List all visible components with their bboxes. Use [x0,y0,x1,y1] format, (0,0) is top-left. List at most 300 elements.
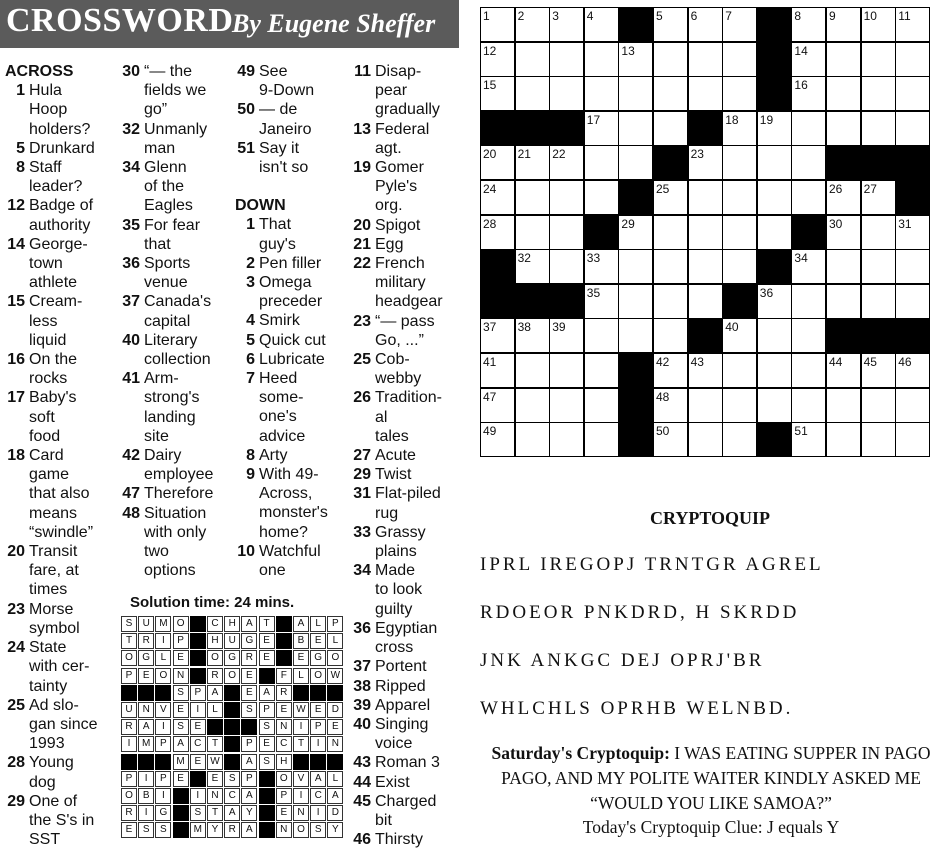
grid-cell[interactable] [722,76,757,111]
clue [351,830,443,849]
clue-number: 29 [353,466,371,484]
grid-cell[interactable] [584,249,619,284]
grid-cell[interactable] [826,180,861,215]
grid-cell[interactable] [618,145,653,180]
solution-block [293,685,309,701]
clue-number: 11 [354,63,371,80]
clue-text: Spigot [375,216,421,234]
solution-cell: N [276,719,292,735]
grid-cell[interactable] [861,284,896,319]
clue-text: Grassy plains [375,523,426,561]
clue-number: 20 [7,543,25,561]
grid-cell[interactable] [688,145,723,180]
solution-cell: T [207,736,223,752]
grid-cell[interactable] [515,215,550,250]
solution-block [310,685,326,701]
solution-cell: O [224,668,240,684]
grid-cell[interactable] [653,353,688,388]
cell-number: 2 [517,9,525,23]
clue-number: 3 [246,274,255,292]
solution-cell: I [121,736,137,752]
grid-cell[interactable] [480,388,515,423]
cell-number: 8 [794,9,802,23]
solution-cell: N [173,668,189,684]
grid-cell[interactable] [549,249,584,284]
clue-number: 48 [122,504,140,522]
clue [5,292,98,350]
solution-cell: L [327,771,343,787]
grid-cell[interactable] [515,42,550,77]
clue [235,62,328,100]
grid-cell[interactable] [515,388,550,423]
grid-cell[interactable] [861,249,896,284]
clue-text: Pen filler [259,254,322,272]
grid-cell[interactable] [826,422,861,457]
solution-cell: E [259,736,275,752]
grid-cell[interactable] [688,422,723,457]
cryptoquip-answer-label: Saturday's Cryptoquip: [491,743,670,763]
grid-cell[interactable] [549,318,584,353]
grid-cell[interactable] [584,284,619,319]
grid-cell[interactable] [653,180,688,215]
clue-number: 23 [7,600,25,618]
grid-cell[interactable] [618,42,653,77]
cell-number: 48 [656,389,670,404]
clue [235,139,328,177]
grid-cell[interactable] [688,353,723,388]
grid-cell[interactable] [722,249,757,284]
grid-cell[interactable] [861,215,896,250]
grid-cell[interactable] [895,353,930,388]
grid-cell[interactable] [791,422,826,457]
grid-cell[interactable] [618,76,653,111]
grid-cell[interactable] [480,145,515,180]
grid-cell[interactable] [480,76,515,111]
solution-cell: E [259,633,275,649]
cell-number: 23 [690,147,704,162]
solution-cell: I [310,736,326,752]
solution-cell: Y [327,822,343,838]
solution-cell: N [293,805,309,821]
grid-cell[interactable] [549,215,584,250]
grid-cell[interactable] [688,7,723,42]
clue [120,292,213,330]
grid-cell[interactable] [584,180,619,215]
clue-number: 30 [122,63,140,80]
grid-cell[interactable] [515,145,550,180]
grid-cell[interactable] [757,353,792,388]
cell-number: 31 [898,216,912,231]
grid-cell[interactable] [480,422,515,457]
clue-text: Young dog [29,754,74,791]
solution-cell: M [173,754,189,770]
solution-cell: O [121,650,137,666]
grid-cell[interactable] [791,76,826,111]
solution-cell: A [241,788,257,804]
clue-number: 35 [122,216,140,234]
grid-cell[interactable] [722,180,757,215]
clue-number: 46 [353,831,371,849]
grid-cell[interactable] [515,353,550,388]
grid-cell[interactable] [549,353,584,388]
grid-cell[interactable] [861,7,896,42]
cryptoquip-clue: Today's Cryptoquip Clue: J equals Y [582,817,840,837]
grid-cell[interactable] [688,76,723,111]
grid-cell[interactable] [653,422,688,457]
grid-cell[interactable] [549,7,584,42]
grid-cell[interactable] [480,7,515,42]
solution-cell: E [190,719,206,735]
grid-cell[interactable] [584,422,619,457]
cell-number: 35 [586,285,601,300]
solution-cell: V [293,771,309,787]
grid-cell[interactable] [722,353,757,388]
grid-cell[interactable] [618,249,653,284]
grid-cell[interactable] [757,388,792,423]
solution-cell: E [138,668,154,684]
clue [351,350,443,388]
grid-block [757,42,792,77]
clue-text: Drunkard [29,139,95,157]
grid-cell[interactable] [895,215,930,250]
grid-cell[interactable] [584,42,619,77]
clue [120,216,213,254]
solution-cell: E [276,805,292,821]
grid-cell[interactable] [861,422,896,457]
grid-cell[interactable] [757,215,792,250]
grid-cell[interactable] [722,111,757,146]
clue-text: Watchful one [259,542,321,580]
solution-cell: W [207,754,223,770]
clue-text: Cob- webby [375,351,422,388]
clue [5,446,98,542]
grid-cell[interactable] [791,7,826,42]
clue [235,254,328,273]
clue [120,331,213,369]
grid-cell[interactable] [895,111,930,146]
solution-cell: I [155,719,171,735]
clue-number: 41 [122,370,140,388]
cell-number: 34 [794,251,808,266]
solution-cell: C [207,616,223,632]
clue [235,465,328,542]
solution-cell: P [241,736,257,752]
grid-cell[interactable] [722,318,757,353]
solution-cell: T [207,805,223,821]
grid-cell[interactable] [757,180,792,215]
cell-number: 15 [483,78,497,93]
grid-cell[interactable] [584,7,619,42]
grid-cell[interactable] [826,353,861,388]
grid-cell[interactable] [791,145,826,180]
grid-cell[interactable] [757,318,792,353]
solution-cell: B [138,788,154,804]
solution-cell: D [327,702,343,718]
grid-cell[interactable] [653,42,688,77]
clue-text: “— pass Go, ...” [375,312,435,349]
grid-cell[interactable] [826,7,861,42]
grid-cell[interactable] [584,318,619,353]
clue [235,331,328,350]
grid-cell[interactable] [826,76,861,111]
clue-number: 43 [353,754,371,772]
solution-block [310,754,326,770]
clue-text: George- town athlete [29,235,88,292]
clue-number: 26 [353,389,371,407]
clue-number: 9 [246,466,255,484]
grid-cell[interactable] [791,284,826,319]
grid-cell[interactable] [688,180,723,215]
grid-cell[interactable] [480,180,515,215]
grid-cell[interactable] [618,111,653,146]
clue [5,350,98,388]
grid-cell[interactable] [480,318,515,353]
clue [351,484,443,522]
solution-block [293,754,309,770]
grid-cell[interactable] [618,318,653,353]
grid-cell[interactable] [653,249,688,284]
grid-cell[interactable] [549,76,584,111]
grid-cell[interactable] [653,76,688,111]
grid-cell[interactable] [515,7,550,42]
clue [351,465,443,484]
cryptoquip-title: CRYPTOQUIP [649,508,771,528]
grid-cell[interactable] [688,388,723,423]
clue [351,792,443,830]
clue [5,196,98,234]
cell-number: 38 [517,320,531,335]
solution-cell: A [259,685,275,701]
grid-cell[interactable] [791,388,826,423]
grid-cell[interactable] [826,215,861,250]
grid-cell[interactable] [515,318,550,353]
grid-cell[interactable] [515,422,550,457]
grid-cell[interactable] [515,76,550,111]
solution-cell: O [276,771,292,787]
solution-cell: R [276,685,292,701]
clues-column-2 [120,62,213,580]
clue [351,446,443,465]
solution-cell: E [173,702,189,718]
grid-cell[interactable] [549,145,584,180]
grid-cell[interactable] [688,249,723,284]
clue [351,561,443,619]
solution-cell: S [138,822,154,838]
clue [5,81,98,139]
grid-cell[interactable] [861,353,896,388]
cell-number: 50 [656,424,670,439]
grid-cell[interactable] [861,111,896,146]
grid-cell[interactable] [861,180,896,215]
grid-cell[interactable] [722,42,757,77]
grid-cell[interactable] [826,111,861,146]
solution-cell: T [259,616,275,632]
grid-cell[interactable] [861,42,896,77]
solution-cell: M [155,616,171,632]
grid-cell[interactable] [791,111,826,146]
clue [351,254,443,312]
grid-cell[interactable] [895,7,930,42]
grid-cell[interactable] [584,111,619,146]
grid-cell[interactable] [549,422,584,457]
grid-block [549,284,584,319]
cell-number: 46 [898,355,912,369]
grid-block [757,422,792,457]
grid-cell[interactable] [722,388,757,423]
cell-number: 6 [690,9,698,23]
grid-cell[interactable] [895,249,930,284]
clue-number: 33 [353,523,371,541]
solution-cell: I [190,788,206,804]
clue [351,715,443,753]
clue-text: Twist [375,466,412,484]
grid-cell[interactable] [895,284,930,319]
solution-cell: R [207,668,223,684]
grid-cell[interactable] [584,388,619,423]
grid-cell[interactable] [757,145,792,180]
grid-cell[interactable] [861,76,896,111]
clue [120,446,213,484]
grid-cell[interactable] [791,353,826,388]
solution-cell: G [138,650,154,666]
grid-cell[interactable] [480,42,515,77]
grid-cell[interactable] [791,42,826,77]
grid-cell[interactable] [480,215,515,250]
clue-number: 40 [353,715,371,733]
grid-cell[interactable] [688,42,723,77]
solution-cell: D [327,805,343,821]
grid-cell[interactable] [722,215,757,250]
solution-cell: E [173,771,189,787]
grid-cell[interactable] [549,42,584,77]
grid-cell[interactable] [722,7,757,42]
grid-cell[interactable] [515,180,550,215]
grid-cell[interactable] [826,284,861,319]
solution-cell: T [121,633,137,649]
grid-cell[interactable] [480,353,515,388]
solution-cell: P [310,719,326,735]
grid-cell[interactable] [584,353,619,388]
solution-cell: L [310,616,326,632]
grid-cell[interactable] [549,180,584,215]
grid-cell[interactable] [618,215,653,250]
grid-cell[interactable] [688,284,723,319]
grid-cell[interactable] [895,42,930,77]
solution-cell: O [207,650,223,666]
clue [5,600,98,638]
grid-block [722,284,757,319]
clue [351,657,443,676]
grid-cell[interactable] [653,215,688,250]
solution-cell: P [121,771,137,787]
grid-cell[interactable] [722,422,757,457]
grid-block [895,145,930,180]
grid-cell[interactable] [584,145,619,180]
grid-cell[interactable] [653,111,688,146]
grid-cell[interactable] [826,42,861,77]
grid-cell[interactable] [895,422,930,457]
clue-text: Lubricate [259,350,325,368]
cell-number: 51 [794,424,808,439]
cell-number: 39 [552,320,566,335]
clue [351,62,443,120]
grid-cell[interactable] [653,318,688,353]
grid-cell[interactable] [826,249,861,284]
clue-text: Tradition- al tales [375,389,442,445]
grid-cell[interactable] [618,284,653,319]
title-banner [0,0,459,48]
grid-cell[interactable] [515,249,550,284]
grid-block [861,145,896,180]
solution-cell: V [155,702,171,718]
solution-block [190,650,206,666]
grid-cell[interactable] [757,284,792,319]
solution-cell: I [293,719,309,735]
grid-cell[interactable] [653,7,688,42]
clue-text: Literary collection [144,331,211,369]
solution-cell: R [121,805,137,821]
clue-text: Disap- pear gradually [375,63,440,119]
cell-number: 27 [863,182,877,196]
clue-number: 8 [246,446,255,464]
clue-text: Charged bit [375,792,437,829]
solution-cell: W [327,668,343,684]
solution-cell: E [190,754,206,770]
clue-text: Baby's soft food [29,389,77,445]
clue-number: 38 [353,677,371,695]
grid-cell[interactable] [722,145,757,180]
grid-cell[interactable] [791,318,826,353]
grid-cell[interactable] [895,388,930,423]
solution-block [173,788,189,804]
grid-cell[interactable] [861,388,896,423]
grid-block [515,111,550,146]
grid-cell[interactable] [826,388,861,423]
solution-cell: E [241,668,257,684]
solution-block [259,771,275,787]
grid-cell[interactable] [653,388,688,423]
solution-block [224,685,240,701]
clues-column-1 [5,62,98,849]
solution-cell: E [259,650,275,666]
solution-cell: N [276,822,292,838]
grid-cell[interactable] [688,215,723,250]
cell-number: 4 [586,9,594,23]
solution-cell: S [173,719,189,735]
clues-column-4 [351,62,443,849]
grid-cell[interactable] [791,180,826,215]
solution-cell: O [310,668,326,684]
grid-cell[interactable] [653,284,688,319]
grid-cell[interactable] [895,76,930,111]
grid-cell[interactable] [584,76,619,111]
cell-number: 5 [656,9,663,23]
grid-cell[interactable] [791,249,826,284]
solution-block [121,754,137,770]
grid-cell[interactable] [549,388,584,423]
clue-text: Portent [375,658,427,676]
solution-cell: W [293,702,309,718]
clue [235,100,328,138]
solution-cell: G [224,650,240,666]
grid-block [688,111,723,146]
solution-cell: A [224,805,240,821]
solution-cell: I [155,788,171,804]
clue-text: Flat-piled rug [375,485,441,522]
grid-cell[interactable] [757,111,792,146]
clue-number: 36 [353,619,371,637]
clue [120,120,213,158]
